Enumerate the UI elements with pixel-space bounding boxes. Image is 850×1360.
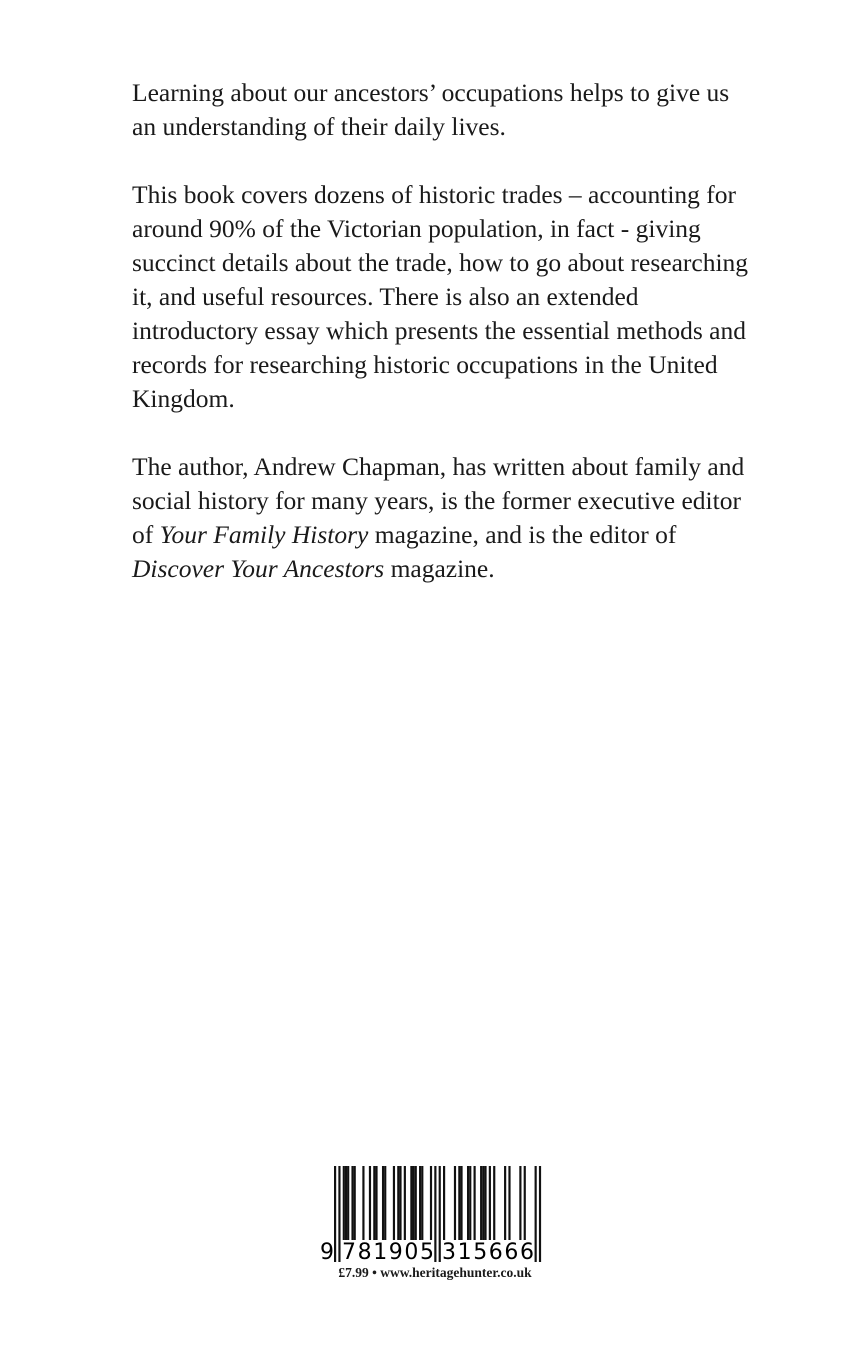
barcode-bar bbox=[354, 1166, 356, 1240]
blurb-paragraph-intro: Learning about our ancestors’ occupations helps to give us an understanding of their daily lives. bbox=[132, 78, 730, 141]
barcode-bar bbox=[421, 1166, 423, 1240]
barcode-bar bbox=[347, 1166, 349, 1240]
barcode-bar bbox=[460, 1166, 462, 1240]
price: £7.99 bbox=[338, 1265, 369, 1280]
back-cover-blurb bbox=[132, 76, 752, 620]
barcode-bar bbox=[415, 1166, 417, 1240]
barcode-bar bbox=[434, 1166, 436, 1262]
barcode-bar bbox=[393, 1166, 395, 1240]
blurb-paragraph-contents: This book covers dozens of historic trades – accounting for around 90% of the Victorian population, in fact - giving succinct details about the trade, how to go about researching it, and useful resources. There is also an extended introductory essay which presents the essential methods and records for researching historic occupations in the United Kingdom. bbox=[132, 180, 749, 413]
barcode-bar bbox=[419, 1166, 421, 1240]
barcode-lead-digit: 9 bbox=[320, 1240, 334, 1264]
barcode-bar bbox=[482, 1166, 484, 1240]
barcode-bar bbox=[489, 1166, 491, 1240]
barcode-bar bbox=[535, 1166, 537, 1262]
barcode-bar bbox=[412, 1166, 414, 1240]
price-and-website bbox=[300, 1265, 570, 1281]
barcode-bar bbox=[458, 1166, 460, 1240]
author-text-b: magazine, and is the editor of bbox=[368, 520, 677, 549]
barcode-bar bbox=[345, 1166, 347, 1240]
barcode-bar bbox=[351, 1166, 353, 1240]
separator: • bbox=[372, 1265, 377, 1280]
blurb-paragraph-author bbox=[132, 450, 752, 586]
barcode-bar bbox=[369, 1166, 371, 1240]
barcode-bar bbox=[524, 1166, 526, 1240]
barcode-bar bbox=[382, 1166, 384, 1240]
barcode-bar bbox=[430, 1166, 432, 1240]
barcode-bar bbox=[504, 1166, 506, 1240]
barcode-bar bbox=[375, 1166, 377, 1240]
barcode-bar bbox=[384, 1166, 386, 1240]
barcode-bar bbox=[399, 1166, 401, 1240]
barcode-bar bbox=[410, 1166, 412, 1240]
barcode-bar bbox=[493, 1166, 495, 1240]
barcode-bar bbox=[343, 1166, 345, 1240]
barcode-digits-right: 315666 bbox=[442, 1240, 534, 1264]
author-text-c: magazine. bbox=[384, 554, 495, 583]
barcode-bar bbox=[443, 1166, 445, 1240]
barcode-bar bbox=[539, 1166, 541, 1262]
barcode-digits-left: 781905 bbox=[342, 1240, 434, 1264]
author-text-a: The author, Andrew Chapman, has written about family and social history for many years, is the former executive editor of bbox=[132, 452, 745, 549]
magazine-title-discover-your-ancestors: Discover Your Ancestors bbox=[132, 554, 385, 583]
barcode-bar bbox=[439, 1166, 441, 1262]
barcode-bar bbox=[454, 1166, 456, 1240]
barcode-bar bbox=[519, 1166, 521, 1240]
website: www.heritagehunter.co.uk bbox=[380, 1265, 532, 1280]
barcode-bar bbox=[469, 1166, 471, 1240]
barcode-bar bbox=[338, 1166, 340, 1262]
magazine-title-your-family-history: Your Family History bbox=[159, 520, 369, 549]
barcode-bar bbox=[474, 1166, 476, 1240]
barcode-bar bbox=[373, 1166, 375, 1240]
barcode-bar bbox=[334, 1166, 336, 1262]
barcode-bar bbox=[480, 1166, 482, 1240]
barcode-bar bbox=[404, 1166, 406, 1240]
barcode-bar bbox=[508, 1166, 510, 1240]
barcode-bar bbox=[397, 1166, 399, 1240]
barcode-bar bbox=[484, 1166, 486, 1240]
isbn-barcode bbox=[320, 1166, 550, 1264]
barcode-bar bbox=[362, 1166, 364, 1240]
barcode-bar bbox=[467, 1166, 469, 1240]
